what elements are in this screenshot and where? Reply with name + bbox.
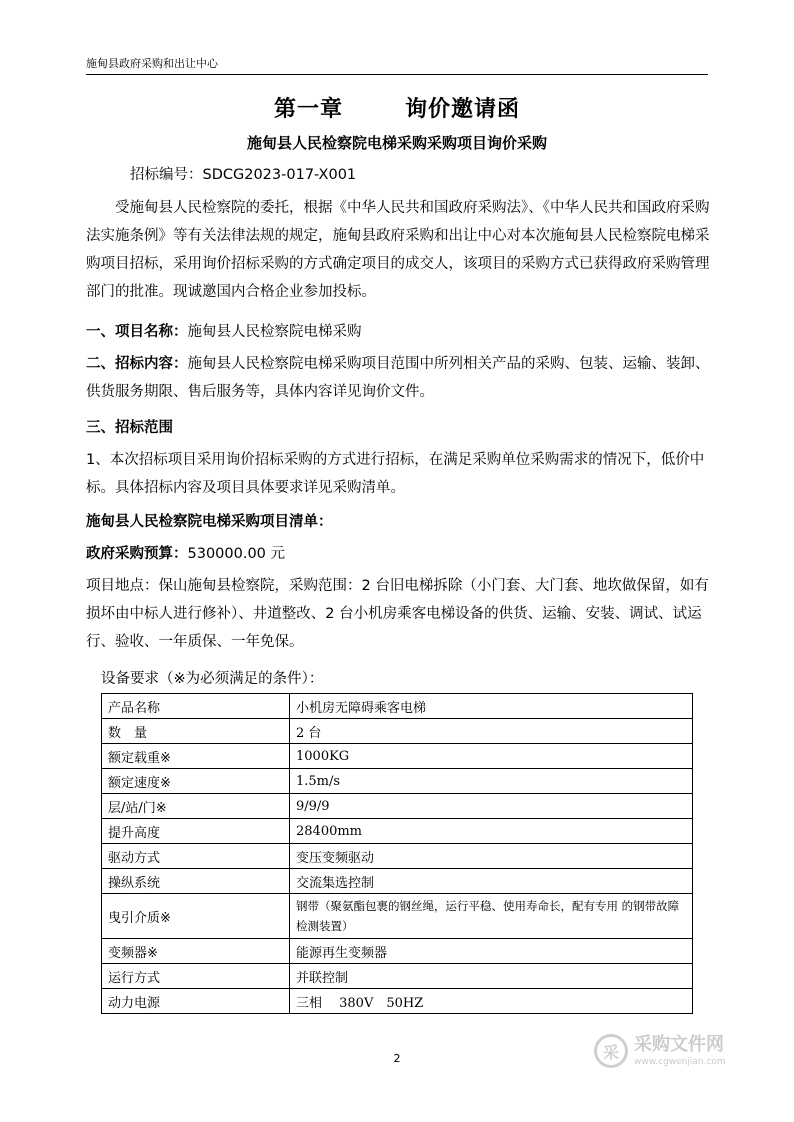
page-number: 2 [393,1052,401,1065]
table-row [102,819,693,844]
table-row [102,844,693,869]
spec-value: 2 台 [290,719,693,744]
spec-value: 1000KG [290,744,693,769]
spec-value: 变压变频驱动 [290,844,693,869]
section-1-text: 施甸县人民检察院电梯采购 [187,324,362,340]
table-row [102,939,693,964]
page-header [86,55,708,75]
table-row [102,719,693,744]
table-row [102,694,693,719]
equipment-requirements-label: 设备要求（※为必须满足的条件）： [101,671,324,687]
section-2-label: 二、招标内容： [86,356,188,372]
spec-value: 三相 380V 50HZ [290,989,693,1014]
table-row [102,744,693,769]
spec-key: 动力电源 [102,989,290,1014]
watermark-logo-icon: 采 [594,1034,628,1068]
bid-number [130,161,756,189]
section-2-text: 施甸县人民检察院电梯采购项目范围中所列相关产品的采购、包装、运输、装卸、供货服务期限、售后服务等，具体内容详见询价文件。 [86,356,710,400]
budget-line [86,540,712,568]
spec-key: 变频器※ [102,939,290,964]
chapter-title: 询价邀请函 [405,96,521,122]
spec-table [101,693,693,1014]
watermark-url: www.cgwenjian.com [634,1057,726,1067]
chapter-heading [0,92,794,123]
table-row [102,794,693,819]
section-bid-content [86,350,712,406]
spec-value: 并联控制 [290,964,693,989]
table-row [102,964,693,989]
spec-key: 额定载重※ [102,744,290,769]
table-row [102,989,693,1014]
spec-value: 小机房无障碍乘客电梯 [290,694,693,719]
section-1-label: 一、项目名称： [86,324,188,340]
spec-key: 提升高度 [102,819,290,844]
spec-value: 1.5m/s [290,769,693,794]
spec-key: 数 量 [102,719,290,744]
spec-key: 曳引介质※ [102,894,290,939]
spec-value: 钢带（聚氨酯包裹的钢丝绳，运行平稳、使用寿命长，配有专用 的钢带故障检测装置） [290,894,693,939]
spec-key: 额定速度※ [102,769,290,794]
spec-value: 9/9/9 [290,794,693,819]
section-bid-scope-heading: 三、招标范围 [86,420,173,436]
bid-number-value: SDCG2023-017-X001 [202,167,357,183]
spec-value: 能源再生变频器 [290,939,693,964]
chapter-number: 第一章 [273,96,343,122]
watermark [594,1028,744,1074]
scope-paragraph: 1、本次招标项目采用询价招标采购的方式进行招标，在满足采购单位采购需求的情况下，低价中标。具体招标内容及项目具体要求详见采购清单。 [86,452,705,496]
spec-key: 产品名称 [102,694,290,719]
header-org: 施甸县政府采购和出让中心 [86,57,218,70]
section-project-name [86,318,712,346]
table-row [102,869,693,894]
project-list-title: 施甸县人民检察院电梯采购项目清单： [86,514,333,530]
spec-key: 运行方式 [102,964,290,989]
spec-value: 交流集选控制 [290,869,693,894]
table-row [102,894,693,939]
document-subtitle: 施甸县人民检察院电梯采购采购项目询价采购 [246,134,547,152]
table-row [102,769,693,794]
spec-key: 操纵系统 [102,869,290,894]
spec-key: 驱动方式 [102,844,290,869]
budget-value: 530000.00 元 [187,546,286,562]
bid-number-label: 招标编号： [130,167,203,183]
location-paragraph: 项目地点：保山施甸县检察院，采购范围：2 台旧电梯拆除（小门套、大门套、地坎做保留，如有损坏由中标人进行修补）、井道整改、2 台小机房乘客电梯设备的供货、运输、安装、调试、试运行、验收、一年质保、一年免保。 [86,578,709,650]
spec-value: 28400mm [290,819,693,844]
spec-key: 层/站/门※ [102,794,290,819]
intro-paragraph: 受施甸县人民检察院的委托，根据《中华人民共和国政府采购法》、《中华人民共和国政府采购法实施条例》等有关法律法规的规定，施甸县政府采购和出让中心对本次施甸县人民检察院电梯采购项目招标，采用询价招标采购的方式确定项目的成交人，该项目的采购方式已获得政府采购管理部门的批准。现诚邀国内合格企业参加投标。 [86,200,710,300]
budget-label: 政府采购预算： [86,546,188,562]
watermark-name: 采购文件网 [634,1034,724,1055]
